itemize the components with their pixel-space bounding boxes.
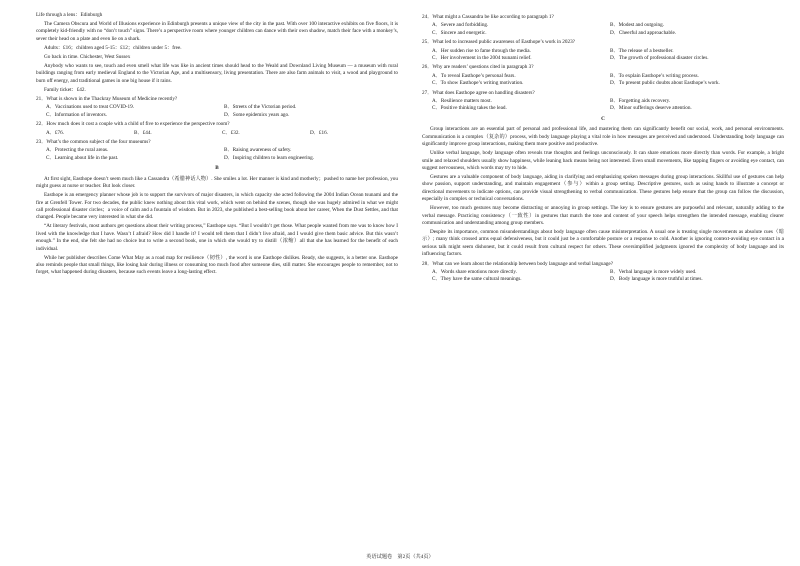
left-column (36, 12, 398, 278)
options-22 (46, 130, 398, 137)
question-26: 26．Why are readers’ questions cited in paragraph 3? (422, 64, 534, 71)
passage-c-paragraph-1: Group interactions are an essential part of personal and professional life, and mastering them can significantly benefit our social, work, and personal environments. Communication is a complex（复杂的）process, with body language playing a vital role in how messages are perceived and understood. Understanding body language can significantly improve group interactions, making them more positive and productive. (422, 126, 784, 148)
option-27a: A．Resilience matters most. (432, 98, 492, 105)
option-25a: A．Her sudden rise to fame through the media. (432, 47, 531, 54)
option-27d: D．Minor sufferings deserve attention. (610, 105, 692, 112)
options-24 (432, 22, 784, 37)
section-c-heading: C (601, 115, 605, 122)
section-title-edinburgh: Life through a lens：Edinburgh (36, 12, 103, 18)
option-28c: C．They have the same cultural meanings. (432, 276, 522, 283)
question-28: 28．What can we learn about the relationship between body language and verbal language? (422, 260, 613, 267)
options-23 (46, 147, 398, 162)
option-21c: C．Information of inventors. (46, 111, 107, 118)
options-25 (432, 48, 784, 63)
option-27b: B．Forgetting aids recovery. (610, 98, 671, 105)
option-21b: B．Streets of the Victorian period. (224, 104, 297, 111)
option-28b: B．Verbal language is more widely used. (610, 268, 697, 275)
section-b-heading: B (215, 165, 219, 172)
options-28 (432, 269, 784, 284)
option-24a: A．Severe and forbidding. (432, 22, 489, 29)
option-22a: A．£76. (46, 129, 65, 136)
paragraph-edinburgh: The Camera Obscura and World of Illusions experience in Edinburgh presents a unique view of the city in the past. With over 100 interactive exhibits on five floors, it is completely kid-friendly with no “don’t touch” signs. There’s a perspective room where younger children can dance with their own shadow, match their face with a monkey’s, sever their head on a plate and even lie on a shark. (36, 21, 398, 42)
option-24c: C．Sincere and energetic. (432, 29, 487, 36)
option-23d: D．Inspiring children to learn engineering. (224, 154, 315, 161)
right-column (422, 12, 784, 286)
options-26 (432, 73, 784, 88)
passage-b-paragraph-2: Easthope is an emergency planner whose job is to support the survivors of major disasters, in which capacity she acted following the 2004 Indian Ocean tsunami and the fire at Grenfell Tower. For two decades, the public knew nothing about this vital work, which went on behind the scenes, though she was hugely admired in what we might call professional disaster circles；a voice of calm and a fountain of wisdom. But in 2023, she published a best-selling book about her career, When the Dust Settles, and that changed. People became very interested in what she did. (36, 192, 398, 221)
passage-c-paragraph-2: Unlike verbal language, body language often reveals true thoughts and feelings unconsciously. It can share emotions more directly than words. For example, a bright smile and relaxed shoulders usually show happiness, while leaning back means being not interested. Even small movements, like tapping fingers or avoiding eye contact, can suggest nervousness, which words may try to hide. (422, 150, 784, 171)
options-27 (432, 98, 784, 113)
paragraph-chichester: Anybody who wants to see, touch and even smell what life was like in ancient times should head to the Weald and Downland Living Museum — a museum with rural buildings ranging from early medieval England to the Victorian Age, and a multisensory, living presentation. There are also farm animals to visit, a wood and playground to burn off energy, and traditional games in one big house if it rains. (36, 62, 398, 84)
price-edinburgh: Adults：£16；children aged 5-15：£12；children under 5：free. (44, 44, 182, 51)
option-28a: A．Words share emotions more directly. (432, 268, 517, 275)
passage-c-paragraph-5: Despite its importance, common misunderstandings about body language often cause misinterpretation. A usual one is treating single movements as absolute cues（暗示）; many think crossed arms equal defensiveness, but it could just be a comfortable posture or a response to cold. Another is ignoring context-avoiding eye contact in a serious talk might seem dishonest, but it could result from cultural respect for others. These oversimplified judgments ignored the complexity of body language and its influencing factors. (422, 228, 784, 258)
option-22d: D．£16. (310, 129, 329, 136)
option-26d: D．To present public doubts about Easthope’s work. (610, 80, 720, 87)
passage-c-paragraph-3: Gestures are a valuable component of body language, aiding in clarifying and emphasizing spoken messages during group interactions. Skillful use of gestures can help show passion, support understanding, and maintain engagement（参与）within a group setting. Descriptive gestures, such as using hands to illustrate a concept or directional movements to indicate options, can provide visual strengthening to verbal communication. These gestures help ensure that the group can follow the discussion, especially in complex or technical conversations. (422, 173, 784, 203)
question-25: 25．What led to increased public awareness of Easthope’s work in 2023? (422, 39, 575, 46)
option-24d: D．Cheerful and approachable. (610, 29, 677, 36)
option-22b: B．£44. (134, 129, 152, 136)
question-22: 22．How much does it cost a couple with a child of five to experience the perspective room? (36, 121, 230, 128)
passage-b-paragraph-3: “At literary festivals, most authors get questions about their writing process,” Easthope says. “But I wouldn’t get those. What people wanted from me was to know how I lived with the knowledge that I have. Wasn’t I afraid? How did I handle it? I would tell them that I didn’t live afraid, and I would give them basic advice. But this wasn’t enough.” In the end, she felt she had no choice but to write a second book, one in which she would try to distill（浓缩）all that she has learned for the benefit of each individual. (36, 223, 398, 252)
option-22c: C．£32. (222, 129, 240, 136)
option-26b: B．To explain Easthope’s writing process. (610, 72, 699, 79)
question-21: 21．What is shown in the Thackray Museum of Medicine recently? (36, 96, 178, 103)
option-25d: D．The growth of professional disaster circles. (610, 55, 709, 62)
page-footer: 英语试题卷 第2页（共4页） (366, 554, 434, 560)
price-chichester: Family ticket：£42. (44, 86, 86, 93)
options-21 (46, 104, 398, 119)
passage-b-paragraph-1: At first sight, Easthope doesn’t seem much like a Cassandra（希腊神话人物）. She smiles a lot. Her manner is kind and motherly；pushed to name her profession, you might guess at nurse or teacher. But look closer. (36, 175, 398, 190)
option-28d: D．Body language is more truthful at times. (610, 276, 703, 283)
option-27c: C．Positive thinking takes the lead. (432, 105, 507, 112)
passage-c-paragraph-4: However, too much gestures may become distracting or annoying in group settings. The key is to ensure gestures are purposeful and relevant, naturally adding to the verbal message. Practicing consistency（一致性）in gestures that match the tone and content of your speech helps strengthen the intended message, enabling clearer communication and understanding among group members. (422, 205, 784, 226)
option-23c: C．Learning about life in the past. (46, 154, 119, 161)
option-24b: B．Modest and outgoing. (610, 22, 665, 29)
option-25c: C．Her involvement in the 2004 tsunami relief. (432, 55, 532, 62)
option-21d: D．Some epidemics years ago. (224, 111, 290, 118)
option-23a: A．Protecting the rural areas. (46, 147, 109, 154)
option-21a: A．Vaccinations used to treat COVID-19. (46, 104, 135, 111)
passage-b-paragraph-4: While her publisher describes Come What May as a road map for resilience（韧性）, the word is one Easthope dislikes. Ready, she suggests, is a better one. Easthope also reminds people that small things, like losing hair during illness or consuming too much food after someone dies, still matter. She encourages people to remember, not to forget, what happened during disasters, because such events leave a long-lasting effect. (36, 254, 398, 276)
question-27: 27．What does Easthope agree on handling disasters? (422, 89, 535, 96)
section-title-chichester: Go back in time. Chichester, West Sussex (44, 53, 131, 60)
option-26c: C．To show Easthope’s writing motivation. (432, 80, 524, 87)
question-23: 23．What’s the common subject of the four museums? (36, 139, 151, 146)
option-26a: A．To reveal Easthope’s personal fears. (432, 72, 516, 79)
option-25b: B．The release of a bestseller. (610, 47, 674, 54)
option-23b: B．Raising awareness of safety. (224, 147, 292, 154)
question-24: 24．What might a Cassandra be like according to paragraph 1? (422, 14, 554, 20)
